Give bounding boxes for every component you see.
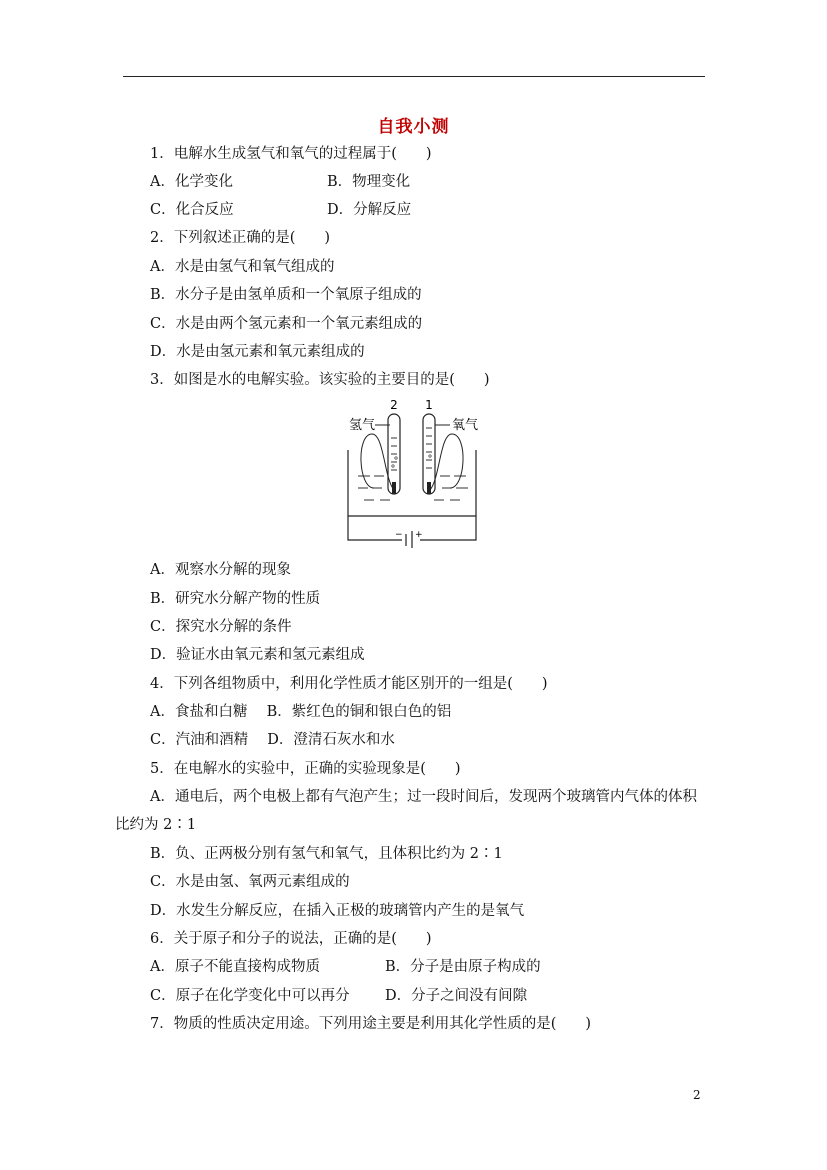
question-6-option-b: B．分子是由原子构成的 [385, 959, 541, 975]
question-4-options-cd: C．汽油和酒精 D．澄清石灰水和水 [150, 732, 395, 748]
water-trough [348, 450, 476, 516]
question-6-option-c: C．原子在化学变化中可以再分 [150, 988, 350, 1004]
tube-right [423, 414, 435, 494]
battery-positive-sign: + [415, 530, 423, 540]
question-2-option-b: B．水分子是由氢单质和一个氧原子组成的 [150, 287, 422, 303]
question-3-option-d: D．验证水由氧元素和氢元素组成 [150, 647, 365, 663]
question-1-option-c: C．化合反应 [150, 202, 234, 218]
question-3-option-c: C．探究水分解的条件 [150, 619, 292, 635]
question-3-stem: 3．如图是水的电解实验。该实验的主要目的是( ) [150, 372, 490, 388]
question-2-stem: 2．下列叙述正确的是( ) [150, 230, 331, 246]
question-7-stem: 7．物质的性质决定用途。下列用途主要是利用其化学性质的是( ) [150, 1016, 592, 1032]
hydrogen-label: 氢气 [349, 418, 376, 433]
tube-label-1: 1 [425, 398, 433, 412]
question-6-option-a: A．原子不能直接构成物质 [150, 959, 320, 975]
page-title: 自我小测 [377, 117, 450, 137]
question-1-stem: 1．电解水生成氢气和氧气的过程属于( ) [150, 146, 432, 162]
question-6-option-d: D．分子之间没有间隙 [385, 988, 528, 1004]
question-2-option-c: C．水是由两个氢元素和一个氧元素组成的 [150, 316, 423, 332]
question-6-stem: 6．关于原子和分子的说法，正确的是( ) [150, 931, 432, 947]
question-1-option-b: B．物理变化 [327, 174, 411, 190]
question-2-option-d: D．水是由氢元素和氧元素组成的 [150, 344, 365, 360]
question-5-option-c: C．水是由氢、氧两元素组成的 [150, 874, 350, 890]
question-2-option-a: A．水是由氢气和氧气组成的 [150, 259, 335, 275]
oxygen-label: 氧气 [452, 418, 479, 433]
header-rule [123, 76, 705, 77]
question-5-option-b: B．负、正两极分别有氢气和氧气，且体积比约为 2∶1 [150, 846, 503, 862]
electrolysis-apparatus-diagram [344, 398, 484, 548]
question-3-option-b: B．研究水分解产物的性质 [150, 591, 321, 607]
question-4-stem: 4．下列各组物质中，利用化学性质才能区别开的一组是( ) [150, 676, 548, 692]
page-number: 2 [693, 1088, 701, 1102]
question-5-option-a: A．通电后，两个电极上都有气泡产生；过一段时间后，发现两个玻璃管内气体的体积 [150, 789, 697, 805]
question-4-options-ab: A．食盐和白糖 B．紫红色的铜和银白色的铝 [150, 704, 452, 720]
question-5-option-d: D．水发生分解反应，在插入正极的玻璃管内产生的是氧气 [150, 903, 525, 919]
battery-negative-sign: − [395, 530, 403, 540]
tube-label-2: 2 [390, 398, 398, 412]
question-3-option-a: A．观察水分解的现象 [150, 562, 291, 578]
question-1-option-d: D．分解反应 [327, 202, 412, 218]
question-1-option-a: A．化学变化 [150, 174, 233, 190]
question-5-stem: 5．在电解水的实验中，正确的实验现象是( ) [150, 761, 461, 777]
question-5-option-a-continued: 比约为 2∶1 [115, 817, 197, 833]
